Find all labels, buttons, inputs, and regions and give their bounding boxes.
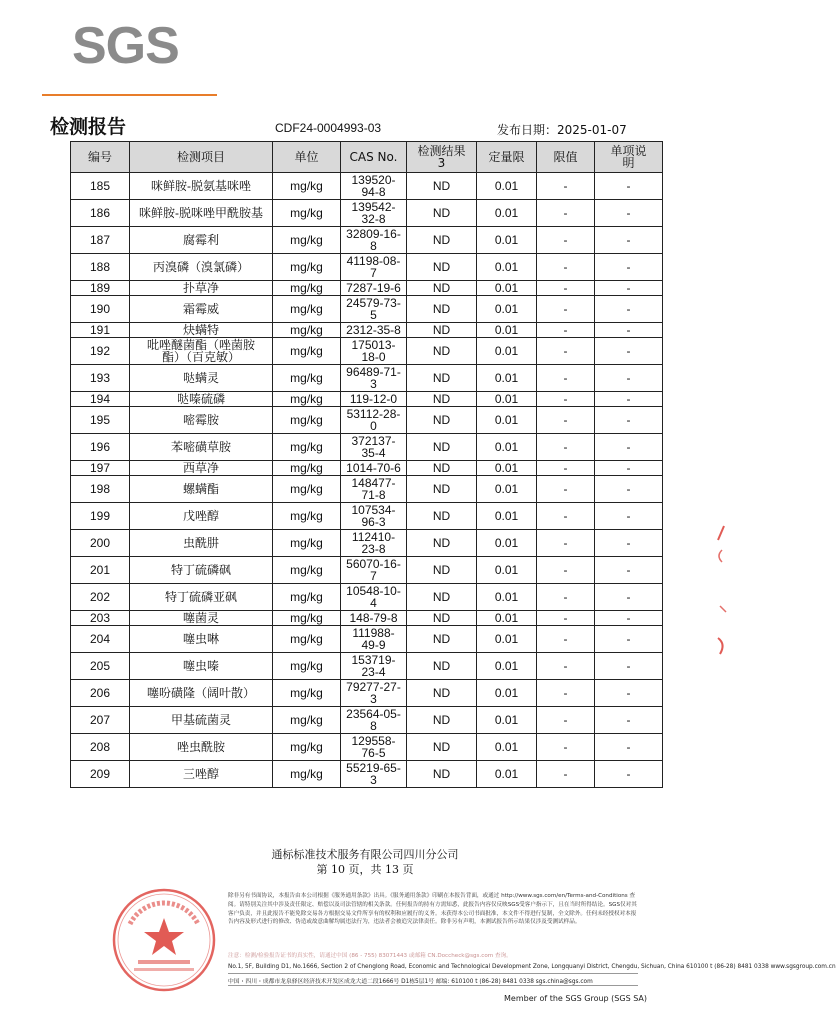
quantitation-limit: 0.01: [477, 461, 537, 476]
table-row: [71, 323, 663, 338]
table-row: [71, 707, 663, 734]
remark: -: [595, 680, 663, 707]
test-result: ND: [407, 530, 477, 557]
col-test-item-header: 检测项目: [130, 142, 273, 173]
table-row: [71, 503, 663, 530]
test-item: 哒嗪硫磷: [130, 392, 273, 407]
table-row: [71, 461, 663, 476]
row-number: 203: [71, 611, 130, 626]
table-row: [71, 530, 663, 557]
limit-value: -: [537, 530, 595, 557]
remark: -: [595, 323, 663, 338]
cas-number: 24579-73- 5: [341, 296, 407, 323]
quantitation-limit: 0.01: [477, 734, 537, 761]
table-header-row: [71, 142, 663, 173]
quantitation-limit: 0.01: [477, 584, 537, 611]
test-item: 哒螨灵: [130, 365, 273, 392]
test-result: ND: [407, 407, 477, 434]
test-item: 唑虫酰胺: [130, 734, 273, 761]
remark: -: [595, 281, 663, 296]
remark: -: [595, 761, 663, 788]
unit: mg/kg: [273, 530, 341, 557]
remark: -: [595, 461, 663, 476]
test-result: ND: [407, 584, 477, 611]
test-result: ND: [407, 761, 477, 788]
row-number: 189: [71, 281, 130, 296]
test-item: 螺螨酯: [130, 476, 273, 503]
limit-value: -: [537, 461, 595, 476]
row-number: 193: [71, 365, 130, 392]
test-result: ND: [407, 296, 477, 323]
unit: mg/kg: [273, 584, 341, 611]
quantitation-limit: 0.01: [477, 254, 537, 281]
cas-number: 32809-16- 8: [341, 227, 407, 254]
unit: mg/kg: [273, 338, 341, 365]
table-row: [71, 434, 663, 461]
remark: -: [595, 227, 663, 254]
address-chinese: 中国・四川・成都市龙泉驿区经济技术开发区成龙大道二段1666号 D1栋5层1号 邮编: 610100 t (86-28) 8481 0338 sgs.china@sgs.com: [228, 979, 593, 985]
test-result: ND: [407, 392, 477, 407]
table-row: [71, 254, 663, 281]
remark: -: [595, 611, 663, 626]
limit-value: -: [537, 476, 595, 503]
unit: mg/kg: [273, 503, 341, 530]
cas-number: 139542- 32-8: [341, 200, 407, 227]
row-number: 209: [71, 761, 130, 788]
test-result: ND: [407, 338, 477, 365]
test-item: 吡唑醚菌酯（唑菌胺 酯）（百克敏）: [130, 338, 273, 365]
limit-value: -: [537, 626, 595, 653]
col-no-header: 编号: [71, 142, 130, 173]
test-result: ND: [407, 653, 477, 680]
quantitation-limit: 0.01: [477, 626, 537, 653]
col-result-header: 检测结果 3: [407, 142, 477, 173]
address-divider: [228, 973, 638, 974]
quantitation-limit: 0.01: [477, 173, 537, 200]
sgs-logo: [72, 17, 182, 82]
table-row: [71, 296, 663, 323]
limit-value: -: [537, 434, 595, 461]
test-item: 戊唑醇: [130, 503, 273, 530]
verification-note: 注意：检测/检验报告证书的真实性，请通过中国 (86 - 755) 83071443 或邮箱 CN.Doccheck@sgs.com 查询。: [228, 953, 512, 959]
test-item: 霜霉威: [130, 296, 273, 323]
remark: -: [595, 707, 663, 734]
limit-value: -: [537, 653, 595, 680]
test-result: ND: [407, 461, 477, 476]
limit-value: -: [537, 254, 595, 281]
test-item: 咪鲜胺-脱咪唑甲酰胺基: [130, 200, 273, 227]
remark: -: [595, 503, 663, 530]
quantitation-limit: 0.01: [477, 392, 537, 407]
cas-number: 53112-28- 0: [341, 407, 407, 434]
remark: -: [595, 338, 663, 365]
unit: mg/kg: [273, 227, 341, 254]
quantitation-limit: 0.01: [477, 434, 537, 461]
unit: mg/kg: [273, 200, 341, 227]
cas-number: 96489-71- 3: [341, 365, 407, 392]
address-english: No.1, 5F, Building D1, No.1666, Section 2 of Chenglong Road, Economic and Technological Development Zone, Longquanyi District, Chengdu, Sichuan, China 610100 t (86-28) 8481 0338 www.sgsgroup.com.cn: [228, 964, 836, 970]
remark: -: [595, 254, 663, 281]
test-result: ND: [407, 734, 477, 761]
disclaimer-text: 除非另有书面协议，本报告由本公司根据《服务通用条款》出具。《服务通用条款》印刷在本报告背面，或通过 http://www.sgs.com/en/Terms-and-Conditions 查阅。请特别关注其中涉及责任限定、赔偿以及司法管辖的相关条款。任何报告的持有方需知悉，此报告内容仅反映SGS受客户指示下，且在当时所得结论。SGS仅对其客户负责，并且此报告不能免除交易各方根据交易文件所享有的权利和应履行的义务。未获得本公司书面批准，本文件不得进行复制，全文除外。任何未经授权对本报告内容及形式进行的修改、伪造或故意曲解均属违法行为，违法者会被追究法律责任。除非另有声明，本测试报告所示结果仅涉及受测试样品。: [228, 893, 637, 926]
remark: -: [595, 407, 663, 434]
quantitation-limit: 0.01: [477, 761, 537, 788]
remark: -: [595, 557, 663, 584]
test-item: 噻虫嗪: [130, 653, 273, 680]
cas-number: 2312-35-8: [341, 323, 407, 338]
limit-value: -: [537, 365, 595, 392]
row-number: 202: [71, 584, 130, 611]
limit-value: -: [537, 323, 595, 338]
quantitation-limit: 0.01: [477, 503, 537, 530]
footer-company: 通标标准技术服务有限公司四川分公司: [271, 848, 459, 861]
quantitation-limit: 0.01: [477, 281, 537, 296]
unit: mg/kg: [273, 680, 341, 707]
remark: -: [595, 584, 663, 611]
limit-value: -: [537, 392, 595, 407]
col-unit-header: 单位: [273, 142, 341, 173]
table-row: [71, 611, 663, 626]
test-item: 丙溴磷（溴氯磷）: [130, 254, 273, 281]
table-row: [71, 476, 663, 503]
results-table: [70, 141, 663, 788]
cas-number: 111988- 49-9: [341, 626, 407, 653]
remark: -: [595, 734, 663, 761]
cas-number: 23564-05- 8: [341, 707, 407, 734]
quantitation-limit: 0.01: [477, 653, 537, 680]
test-result: ND: [407, 434, 477, 461]
cas-number: 41198-08- 7: [341, 254, 407, 281]
unit: mg/kg: [273, 434, 341, 461]
limit-value: -: [537, 680, 595, 707]
test-item: 特丁硫磷砜: [130, 557, 273, 584]
quantitation-limit: 0.01: [477, 323, 537, 338]
test-item: 噻菌灵: [130, 611, 273, 626]
remark: -: [595, 530, 663, 557]
col-remark-header: 单项说 明: [595, 142, 663, 173]
test-item: 炔螨特: [130, 323, 273, 338]
company-seal-image: [108, 884, 220, 996]
cas-number: 148477- 71-8: [341, 476, 407, 503]
unit: mg/kg: [273, 761, 341, 788]
col-cas-header: CAS No.: [341, 142, 407, 173]
limit-value: -: [537, 281, 595, 296]
test-item: 西草净: [130, 461, 273, 476]
row-number: 191: [71, 323, 130, 338]
test-item: 咪鲜胺-脱氨基咪唑: [130, 173, 273, 200]
logo-underline: [42, 94, 217, 96]
cas-number: 10548-10- 4: [341, 584, 407, 611]
remark: -: [595, 476, 663, 503]
table-row: [71, 680, 663, 707]
unit: mg/kg: [273, 611, 341, 626]
row-number: 196: [71, 434, 130, 461]
remark: -: [595, 626, 663, 653]
limit-value: -: [537, 611, 595, 626]
table-row: [71, 365, 663, 392]
test-result: ND: [407, 281, 477, 296]
remark: -: [595, 392, 663, 407]
limit-value: -: [537, 338, 595, 365]
test-result: ND: [407, 365, 477, 392]
row-number: 190: [71, 296, 130, 323]
limit-value: -: [537, 227, 595, 254]
quantitation-limit: 0.01: [477, 338, 537, 365]
unit: mg/kg: [273, 707, 341, 734]
limit-value: -: [537, 734, 595, 761]
quantitation-limit: 0.01: [477, 680, 537, 707]
row-number: 188: [71, 254, 130, 281]
quantitation-limit: 0.01: [477, 227, 537, 254]
remark: -: [595, 365, 663, 392]
cas-number: 79277-27- 3: [341, 680, 407, 707]
unit: mg/kg: [273, 476, 341, 503]
unit: mg/kg: [273, 365, 341, 392]
cas-number: 175013- 18-0: [341, 338, 407, 365]
test-result: ND: [407, 227, 477, 254]
limit-value: -: [537, 707, 595, 734]
remark: -: [595, 296, 663, 323]
remark: -: [595, 434, 663, 461]
unit: mg/kg: [273, 557, 341, 584]
test-item: 噻吩磺隆（阔叶散）: [130, 680, 273, 707]
table-row: [71, 281, 663, 296]
row-number: 198: [71, 476, 130, 503]
table-row: [71, 734, 663, 761]
remark: -: [595, 653, 663, 680]
member-of-sgs: Member of the SGS Group (SGS SA): [504, 994, 648, 1003]
test-result: ND: [407, 323, 477, 338]
test-result: ND: [407, 503, 477, 530]
unit: mg/kg: [273, 173, 341, 200]
table-row: [71, 200, 663, 227]
test-result: ND: [407, 680, 477, 707]
quantitation-limit: 0.01: [477, 557, 537, 584]
test-item: 腐霉利: [130, 227, 273, 254]
unit: mg/kg: [273, 323, 341, 338]
row-number: 206: [71, 680, 130, 707]
row-number: 194: [71, 392, 130, 407]
quantitation-limit: 0.01: [477, 476, 537, 503]
test-result: ND: [407, 173, 477, 200]
cas-number: 7287-19-6: [341, 281, 407, 296]
cas-number: 112410- 23-8: [341, 530, 407, 557]
test-item: 噻虫啉: [130, 626, 273, 653]
limit-value: -: [537, 296, 595, 323]
table-row: [71, 227, 663, 254]
row-number: 197: [71, 461, 130, 476]
remark: -: [595, 200, 663, 227]
report-number: CDF24-0004993-03: [275, 121, 382, 135]
test-item: 嘧霉胺: [130, 407, 273, 434]
unit: mg/kg: [273, 461, 341, 476]
table-row: [71, 392, 663, 407]
row-number: 186: [71, 200, 130, 227]
test-item: 虫酰肼: [130, 530, 273, 557]
cas-number: 1014-70-6: [341, 461, 407, 476]
row-number: 205: [71, 653, 130, 680]
cas-number: 56070-16- 7: [341, 557, 407, 584]
quantitation-limit: 0.01: [477, 530, 537, 557]
test-result: ND: [407, 611, 477, 626]
quantitation-limit: 0.01: [477, 296, 537, 323]
table-row: [71, 338, 663, 365]
limit-value: -: [537, 503, 595, 530]
table-row: [71, 407, 663, 434]
cas-number: 107534- 96-3: [341, 503, 407, 530]
table-row: [71, 626, 663, 653]
limit-value: -: [537, 407, 595, 434]
test-result: ND: [407, 254, 477, 281]
limit-value: -: [537, 761, 595, 788]
row-number: 187: [71, 227, 130, 254]
report-title: 检测报告: [50, 116, 127, 138]
col-limit-header: 限值: [537, 142, 595, 173]
row-number: 195: [71, 407, 130, 434]
unit: mg/kg: [273, 407, 341, 434]
test-result: ND: [407, 200, 477, 227]
table-row: [71, 653, 663, 680]
test-item: 扑草净: [130, 281, 273, 296]
remark: -: [595, 173, 663, 200]
page-edge-stamp-image: [712, 520, 730, 660]
quantitation-limit: 0.01: [477, 611, 537, 626]
cas-number: 129558- 76-5: [341, 734, 407, 761]
row-number: 204: [71, 626, 130, 653]
address-divider-2: [228, 985, 638, 986]
cas-number: 153719- 23-4: [341, 653, 407, 680]
row-number: 192: [71, 338, 130, 365]
sgs-logo-text: SGS: [72, 17, 179, 75]
cas-number: 139520- 94-8: [341, 173, 407, 200]
unit: mg/kg: [273, 653, 341, 680]
test-result: ND: [407, 626, 477, 653]
limit-value: -: [537, 200, 595, 227]
cas-number: 119-12-0: [341, 392, 407, 407]
limit-value: -: [537, 557, 595, 584]
quantitation-limit: 0.01: [477, 407, 537, 434]
row-number: 207: [71, 707, 130, 734]
table-row: [71, 584, 663, 611]
table-row: [71, 557, 663, 584]
test-item: 苯嘧磺草胺: [130, 434, 273, 461]
unit: mg/kg: [273, 281, 341, 296]
table-row: [71, 173, 663, 200]
row-number: 185: [71, 173, 130, 200]
row-number: 200: [71, 530, 130, 557]
test-result: ND: [407, 557, 477, 584]
quantitation-limit: 0.01: [477, 200, 537, 227]
unit: mg/kg: [273, 254, 341, 281]
col-loq-header: 定量限: [477, 142, 537, 173]
row-number: 199: [71, 503, 130, 530]
cas-number: 55219-65- 3: [341, 761, 407, 788]
limit-value: -: [537, 173, 595, 200]
table-body: [71, 173, 663, 788]
table-row: [71, 761, 663, 788]
issue-date: 发布日期：2025-01-07: [497, 123, 627, 137]
test-result: ND: [407, 476, 477, 503]
limit-value: -: [537, 584, 595, 611]
quantitation-limit: 0.01: [477, 365, 537, 392]
test-result: ND: [407, 707, 477, 734]
page-number: 第 10 页，共 13 页: [316, 863, 414, 876]
test-item: 甲基硫菌灵: [130, 707, 273, 734]
unit: mg/kg: [273, 734, 341, 761]
test-item: 特丁硫磷亚砜: [130, 584, 273, 611]
test-item: 三唑醇: [130, 761, 273, 788]
quantitation-limit: 0.01: [477, 707, 537, 734]
unit: mg/kg: [273, 392, 341, 407]
row-number: 201: [71, 557, 130, 584]
unit: mg/kg: [273, 296, 341, 323]
row-number: 208: [71, 734, 130, 761]
unit: mg/kg: [273, 626, 341, 653]
cas-number: 372137- 35-4: [341, 434, 407, 461]
cas-number: 148-79-8: [341, 611, 407, 626]
